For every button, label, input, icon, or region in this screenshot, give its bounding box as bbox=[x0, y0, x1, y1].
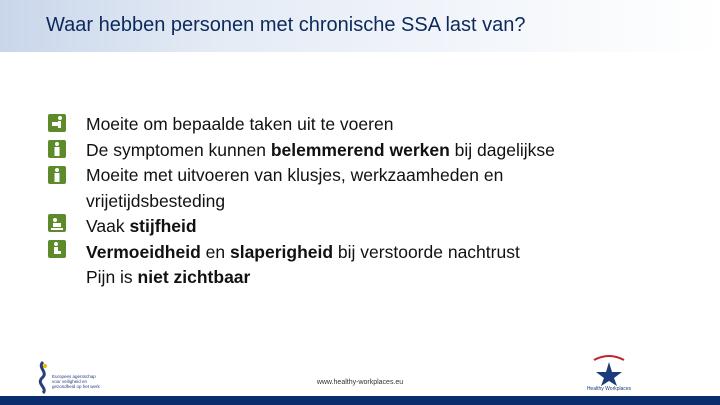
bullet-line bbox=[86, 265, 686, 291]
bullet-text: Pijn is bbox=[86, 267, 138, 287]
bullet-text: Moeite om bepaalde taken uit te voeren bbox=[86, 114, 394, 134]
footer-url[interactable]: www.healthy-workplaces.eu bbox=[316, 379, 404, 386]
page-number: 5 bbox=[706, 388, 710, 394]
footer-bar bbox=[0, 396, 720, 405]
bullet-line bbox=[86, 112, 686, 138]
bullet-text: vrijetijdsbesteding bbox=[86, 190, 226, 211]
bullet-line bbox=[86, 163, 686, 189]
bullet-text: De symptomen kunnen bbox=[86, 139, 271, 160]
bullet-line bbox=[86, 138, 686, 164]
eu-osha-logo-text: Europees agentschap voor veiligheid en gezondheid op het werk bbox=[52, 374, 100, 389]
bullet-line bbox=[86, 214, 686, 240]
person-sitting-icon bbox=[48, 240, 66, 258]
bullet-list bbox=[86, 112, 686, 291]
healthy-workplaces-text: Healthy Workplaces bbox=[586, 386, 632, 392]
worker-lifting-icon bbox=[48, 114, 66, 132]
bullet-text: Moeite met uitvoeren van klusjes, werkzaamheden en bbox=[86, 165, 504, 185]
bullet-emphasis: slaperigheid bbox=[229, 241, 334, 262]
person-standing-icon bbox=[48, 140, 66, 158]
bullet-text: bij dagelijkse bbox=[449, 139, 555, 160]
bullet-text: en bbox=[200, 241, 230, 262]
bullet-line bbox=[86, 240, 686, 266]
eu-osha-logo bbox=[34, 360, 104, 394]
slide-title: Waar hebben personen met chronische SSA last van? bbox=[46, 14, 526, 36]
bullet-emphasis: belemmerend werken bbox=[270, 139, 450, 160]
bullet-text: bij verstoorde nachtrust bbox=[333, 241, 520, 262]
bullet-text: Vaak bbox=[86, 216, 130, 236]
bullet-emphasis: stijfheid bbox=[129, 216, 197, 236]
person-standing-icon bbox=[48, 166, 66, 184]
bullet-emphasis: Vermoeidheid bbox=[86, 241, 201, 262]
bullet-line bbox=[86, 189, 686, 215]
bullet-emphasis: niet zichtbaar bbox=[137, 267, 251, 287]
person-kneeling-icon bbox=[48, 214, 66, 232]
healthy-workplaces-logo bbox=[586, 354, 632, 394]
